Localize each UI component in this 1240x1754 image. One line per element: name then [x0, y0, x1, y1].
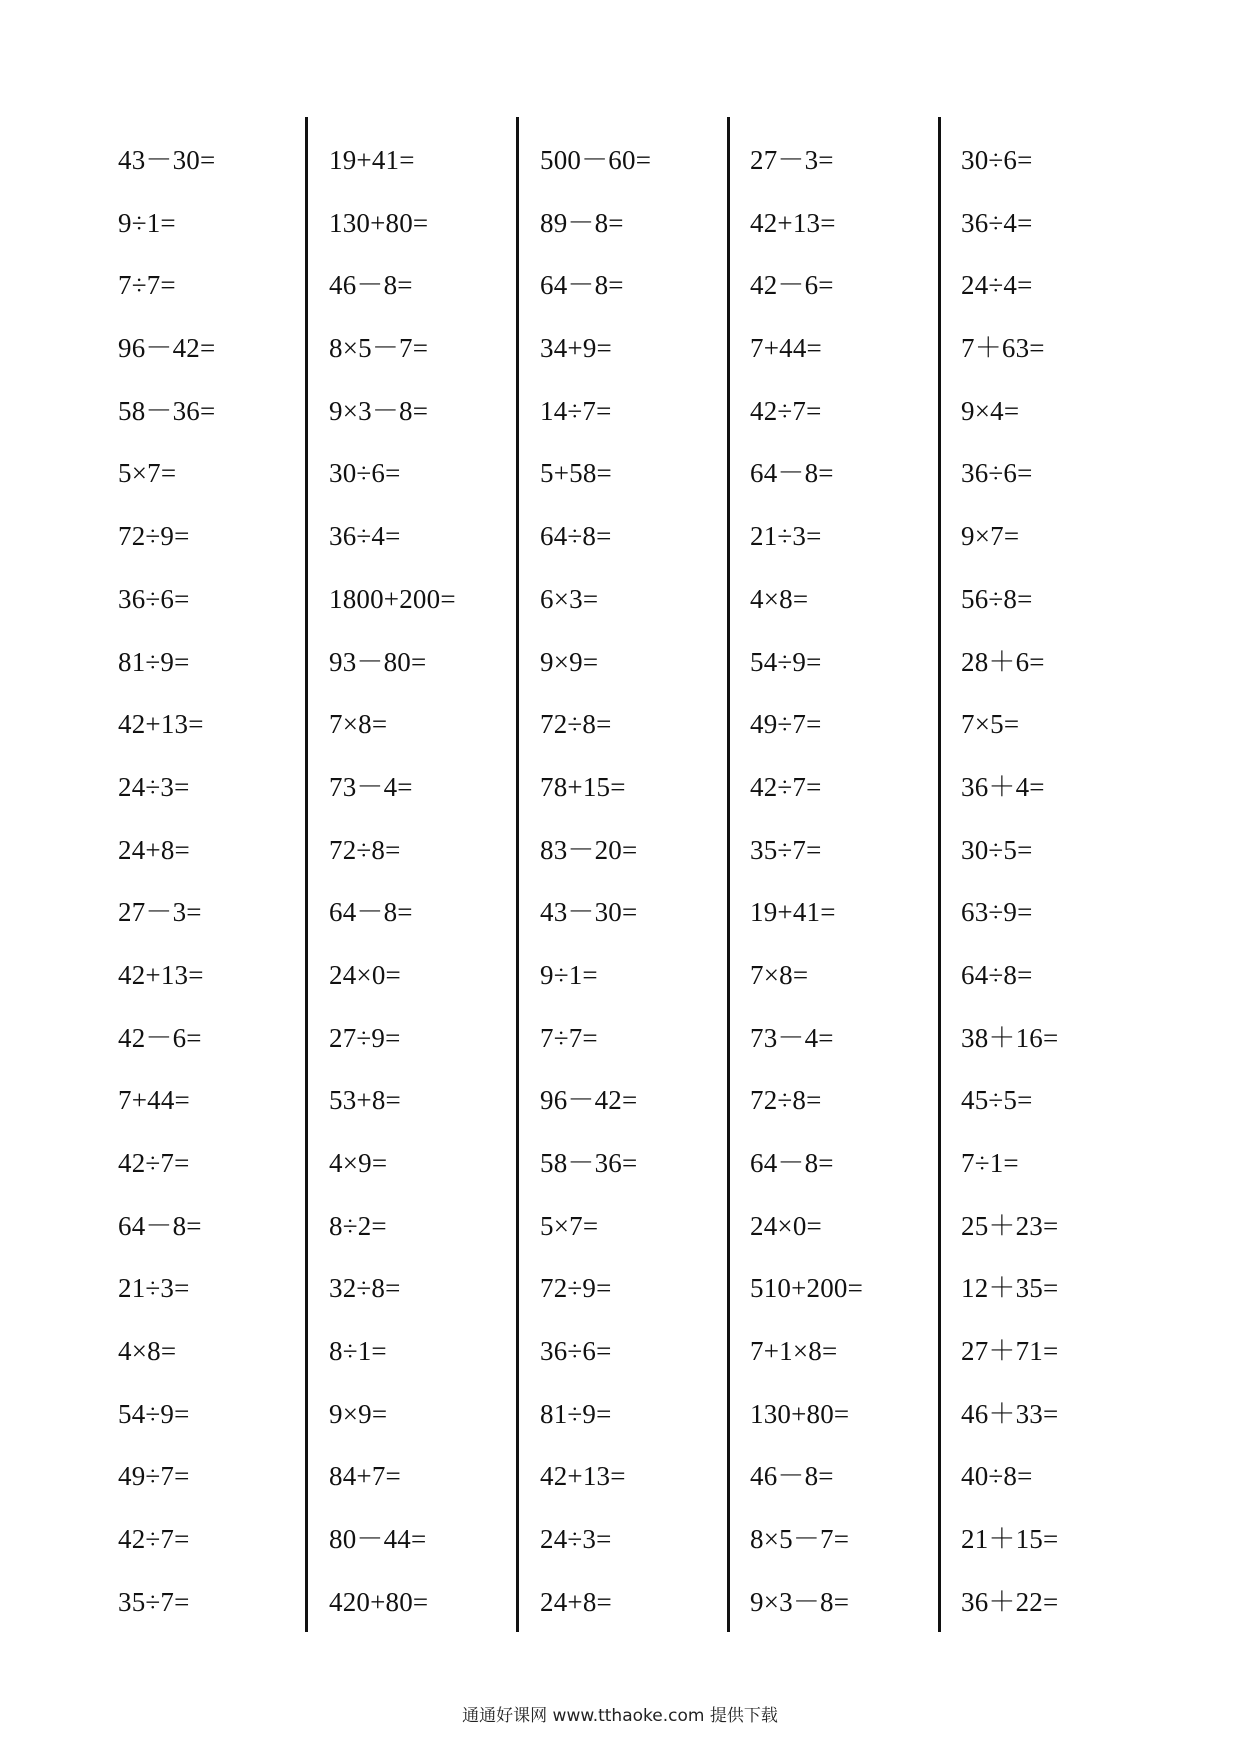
problem: 7+44=	[118, 1085, 190, 1116]
problem: 4×9=	[329, 1148, 388, 1178]
problem: 8÷1=	[329, 1336, 387, 1367]
problem: 7+1×8=	[750, 1336, 838, 1367]
problem: 42÷7=	[750, 771, 822, 802]
problem: 21÷3=	[750, 521, 822, 552]
problem-column-2	[329, 129, 529, 1634]
problem: 36÷6=	[540, 1336, 612, 1367]
problem: 72÷9=	[118, 521, 190, 552]
problem: 43－30=	[118, 145, 216, 175]
problem: 49÷7=	[118, 1461, 190, 1492]
problem: 24×0=	[329, 959, 401, 990]
problem: 81÷9=	[540, 1398, 612, 1429]
problem: 4×8=	[118, 1336, 177, 1367]
problem: 7÷7=	[118, 270, 176, 301]
problem: 42－6=	[750, 270, 834, 301]
problem: 54÷9=	[118, 1398, 190, 1429]
problem: 72÷8=	[540, 709, 612, 740]
column-divider	[516, 117, 519, 1632]
problem: 24÷4=	[961, 270, 1033, 301]
problem: 7＋63=	[961, 333, 1045, 364]
problem: 6×3=	[540, 583, 599, 614]
problem: 96－42=	[540, 1085, 638, 1116]
problem: 46－8=	[329, 270, 413, 301]
problem: 27－3=	[750, 145, 834, 175]
column-divider	[938, 117, 941, 1632]
problem: 14÷7=	[540, 395, 612, 426]
problem: 36÷4=	[961, 207, 1033, 238]
problem: 46＋33=	[961, 1398, 1059, 1429]
problem: 96－42=	[118, 333, 216, 364]
problem: 4×8=	[750, 583, 809, 614]
problem: 130+80=	[329, 207, 429, 238]
problem: 64－8=	[750, 1148, 834, 1178]
problem: 35÷7=	[750, 834, 822, 865]
problem: 46－8=	[750, 1461, 834, 1492]
problem: 80－44=	[329, 1524, 427, 1555]
problem: 58－36=	[540, 1148, 638, 1178]
problem: 73－4=	[750, 1022, 834, 1053]
problem: 32÷8=	[329, 1273, 401, 1304]
problem: 42÷7=	[750, 395, 822, 426]
problem: 7÷7=	[540, 1022, 598, 1053]
problem: 24+8=	[540, 1586, 612, 1617]
problem: 42÷7=	[118, 1148, 190, 1178]
problem: 64÷8=	[540, 521, 612, 552]
problem: 7+44=	[750, 333, 822, 364]
problem: 9÷1=	[540, 959, 598, 990]
problem: 130+80=	[750, 1398, 850, 1429]
problem: 40÷8=	[961, 1461, 1033, 1492]
problem: 1800+200=	[329, 583, 456, 614]
problem: 30÷6=	[329, 458, 401, 489]
problem: 78+15=	[540, 771, 626, 802]
problem: 64－8=	[118, 1210, 202, 1241]
problem: 53+8=	[329, 1085, 401, 1116]
problem: 42+13=	[118, 959, 204, 990]
problem: 36＋22=	[961, 1586, 1059, 1617]
problem: 9×3－8=	[329, 395, 429, 426]
problem: 9×7=	[961, 521, 1020, 552]
problem: 43－30=	[540, 897, 638, 928]
problem: 72÷8=	[329, 834, 401, 865]
problem: 27＋71=	[961, 1336, 1059, 1367]
problem: 28＋6=	[961, 646, 1045, 677]
problem: 7×8=	[329, 709, 388, 740]
problem: 12＋35=	[961, 1273, 1059, 1304]
problem: 25＋23=	[961, 1210, 1059, 1241]
problem-column-5	[961, 129, 1161, 1634]
problem: 24÷3=	[118, 771, 190, 802]
problem: 8×5－7=	[329, 333, 429, 364]
problem: 45÷5=	[961, 1085, 1033, 1116]
problem: 27－3=	[118, 897, 202, 928]
column-divider	[305, 117, 308, 1632]
problem: 56÷8=	[961, 583, 1033, 614]
problem: 510+200=	[750, 1273, 864, 1304]
problem: 36÷6=	[961, 458, 1033, 489]
problem: 42+13=	[118, 709, 204, 740]
problem: 9×4=	[961, 395, 1020, 426]
problem: 7×8=	[750, 959, 809, 990]
problem: 58－36=	[118, 395, 216, 426]
problem: 64÷8=	[961, 959, 1033, 990]
problem: 42÷7=	[118, 1524, 190, 1555]
column-divider	[727, 117, 730, 1632]
problem: 27÷9=	[329, 1022, 401, 1053]
problem: 9÷1=	[118, 207, 176, 238]
problem: 84+7=	[329, 1461, 401, 1492]
problem: 420+80=	[329, 1586, 429, 1617]
problem: 64－8=	[750, 458, 834, 489]
problem: 30÷5=	[961, 834, 1033, 865]
problem: 83－20=	[540, 834, 638, 865]
problem: 9×9=	[540, 646, 599, 677]
problem-column-4	[750, 129, 950, 1634]
problem: 24×0=	[750, 1210, 822, 1241]
problem: 81÷9=	[118, 646, 190, 677]
problem: 36＋4=	[961, 771, 1045, 802]
problem: 9×3－8=	[750, 1586, 850, 1617]
problem: 73－4=	[329, 771, 413, 802]
problem: 8÷2=	[329, 1210, 387, 1241]
problem-column-3	[540, 129, 740, 1634]
problem: 72÷9=	[540, 1273, 612, 1304]
problem: 5+58=	[540, 458, 612, 489]
problem: 21÷3=	[118, 1273, 190, 1304]
problem: 7×5=	[961, 709, 1020, 740]
problem: 34+9=	[540, 333, 612, 364]
problem: 19+41=	[329, 145, 415, 175]
problem: 64－8=	[329, 897, 413, 928]
problem: 36÷6=	[118, 583, 190, 614]
footer-download-notice: 通通好课网 www.tthaoke.com 提供下载	[462, 1706, 778, 1726]
problem: 24+8=	[118, 834, 190, 865]
problem: 7÷1=	[961, 1148, 1019, 1178]
problem: 5×7=	[118, 458, 177, 489]
problem: 89－8=	[540, 207, 624, 238]
problem: 500－60=	[540, 145, 652, 175]
problem: 42－6=	[118, 1022, 202, 1053]
problem: 21＋15=	[961, 1524, 1059, 1555]
problem: 93－80=	[329, 646, 427, 677]
problem-column-1	[118, 129, 318, 1634]
problem: 24÷3=	[540, 1524, 612, 1555]
problem: 19+41=	[750, 897, 836, 928]
problem: 8×5－7=	[750, 1524, 850, 1555]
problem: 54÷9=	[750, 646, 822, 677]
problem: 42+13=	[750, 207, 836, 238]
problem: 42+13=	[540, 1461, 626, 1492]
problem: 35÷7=	[118, 1586, 190, 1617]
problem: 36÷4=	[329, 521, 401, 552]
problem: 5×7=	[540, 1210, 599, 1241]
problem: 72÷8=	[750, 1085, 822, 1116]
problem: 38＋16=	[961, 1022, 1059, 1053]
problem: 9×9=	[329, 1398, 388, 1429]
problem: 30÷6=	[961, 145, 1033, 175]
problem: 64－8=	[540, 270, 624, 301]
problem: 63÷9=	[961, 897, 1033, 928]
problem: 49÷7=	[750, 709, 822, 740]
